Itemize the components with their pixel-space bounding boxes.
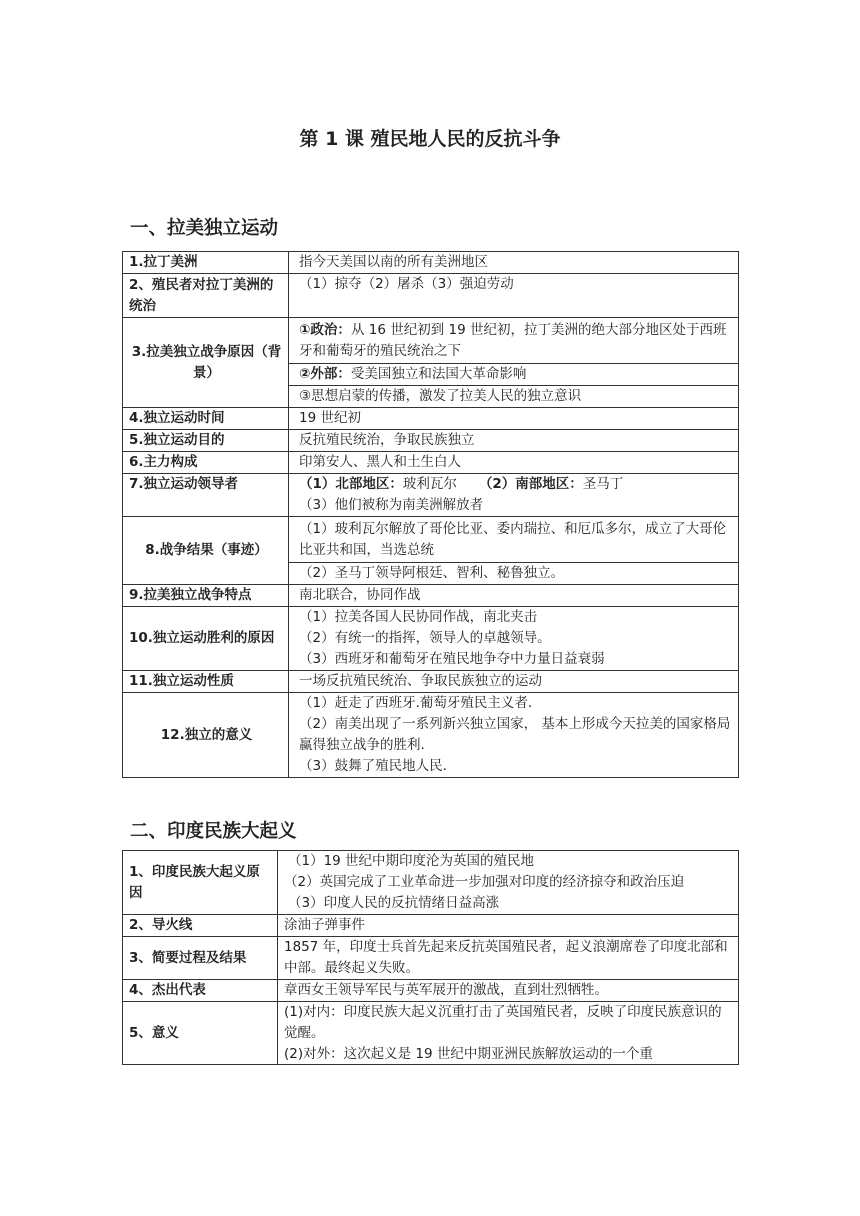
row-key: 1、印度民族大起义原因 (123, 851, 278, 915)
section-heading-india: 二、印度民族大起义 (130, 821, 297, 842)
table-row (123, 915, 739, 937)
row-value (289, 517, 739, 585)
table-row (123, 851, 739, 915)
table-row (123, 274, 739, 318)
row-key: 10.独立运动胜利的原因 (123, 607, 289, 671)
table-row (123, 517, 739, 585)
row-key: 4.独立运动时间 (123, 408, 289, 430)
row-key: 5.独立运动目的 (123, 430, 289, 452)
cause-enlightenment: ③思想启蒙的传播，激发了拉美人民的独立意识 (289, 385, 738, 407)
table-row (123, 937, 739, 980)
row-key: 11.独立运动性质 (123, 671, 289, 693)
row-value (289, 474, 739, 517)
row-key: 8.战争结果（事迹） (123, 517, 289, 585)
row-key: 2、导火线 (123, 915, 278, 937)
table-row (123, 474, 739, 517)
row-key: 3、简要过程及结果 (123, 937, 278, 980)
row-value: 印第安人、黑人和土生白人 (289, 452, 739, 474)
row-key: 12.独立的意义 (123, 693, 289, 778)
row-key: 1.拉丁美洲 (123, 252, 289, 274)
row-value: （1）19 世纪中期印度沦为英国的殖民地 （2）英国完成了工业革命进一步加强对印度的经济掠夺和政治压迫 （3）印度人民的反抗情绪日益高涨 (278, 851, 739, 915)
table-row (123, 318, 739, 408)
table-row (123, 408, 739, 430)
row-value: (1)对内：印度民族大起义沉重打击了英国殖民者，反映了印度民族意识的觉醒。 (2)对外：这次起义是 19 世纪中期亚洲民族解放运动的一个重 (278, 1002, 739, 1065)
leaders-note: （3）他们被称为南美洲解放者 (299, 497, 484, 513)
row-value: （1）拉美各国人民协同作战，南北夹击 （2）有统一的指挥，领导人的卓越领导。 （3）西班牙和葡萄牙在殖民地争夺中力量日益衰弱 (289, 607, 739, 671)
table-row (123, 607, 739, 671)
row-value: 涂油子弹事件 (278, 915, 739, 937)
page-title: 第 1 课 殖民地人民的反抗斗争 (299, 128, 561, 150)
latin-america-table (122, 251, 739, 778)
row-value: 19 世纪初 (289, 408, 739, 430)
table-row (123, 452, 739, 474)
row-key: 6.主力构成 (123, 452, 289, 474)
table-row (123, 980, 739, 1002)
cause-politics: ①政治：从 16 世纪初到 19 世纪初，拉丁美洲的绝大部分地区处于西班牙和葡萄牙的殖民统治之下 (299, 322, 727, 359)
table-row (123, 671, 739, 693)
row-value: 1857 年，印度士兵首先起来反抗英国殖民者，起义浪潮席卷了印度北部和中部。最终起义失败。 (278, 937, 739, 980)
row-value (289, 318, 739, 408)
row-value: 一场反抗殖民统治、争取民族独立的运动 (289, 671, 739, 693)
table-row (123, 1002, 739, 1065)
leaders-line: （1）北部地区：玻利瓦尔 （2）南部地区：圣马丁 (299, 476, 624, 492)
row-value: 指今天美国以南的所有美洲地区 (289, 252, 739, 274)
row-value: （1）掠夺（2）屠杀（3）强迫劳动 (289, 274, 739, 318)
row-value: （1）赶走了西班牙.葡萄牙殖民主义者. （2）南美出现了一系列新兴独立国家， 基本上形成今天拉美的国家格局赢得独立战争的胜利. （3）鼓舞了殖民地人民. (289, 693, 739, 778)
result-bolivar: （1）玻利瓦尔解放了哥伦比亚、委内瑞拉、和厄瓜多尔，成立了大哥伦比亚共和国，当选总统 (299, 521, 727, 558)
table-row (123, 693, 739, 778)
row-key: 4、杰出代表 (123, 980, 278, 1002)
row-key: 7.独立运动领导者 (123, 474, 289, 517)
row-key: 9.拉美独立战争特点 (123, 585, 289, 607)
row-key: 5、意义 (123, 1002, 278, 1065)
row-value: 南北联合，协同作战 (289, 585, 739, 607)
india-uprising-table (122, 850, 739, 1065)
row-value: 反抗殖民统治，争取民族独立 (289, 430, 739, 452)
result-san-martin: （2）圣马丁领导阿根廷、智利、秘鲁独立。 (289, 562, 738, 584)
row-key: 2、殖民者对拉丁美洲的统治 (123, 274, 289, 318)
table-row (123, 430, 739, 452)
row-value: 章西女王领导军民与英军展开的激战，直到壮烈牺牲。 (278, 980, 739, 1002)
section-heading-latin-america: 一、拉美独立运动 (130, 218, 279, 239)
row-key: 3.拉美独立战争原因（背景） (123, 318, 289, 408)
table-row (123, 252, 739, 274)
table-row (123, 585, 739, 607)
cause-external: ②外部：受美国独立和法国大革命影响 (289, 363, 738, 385)
